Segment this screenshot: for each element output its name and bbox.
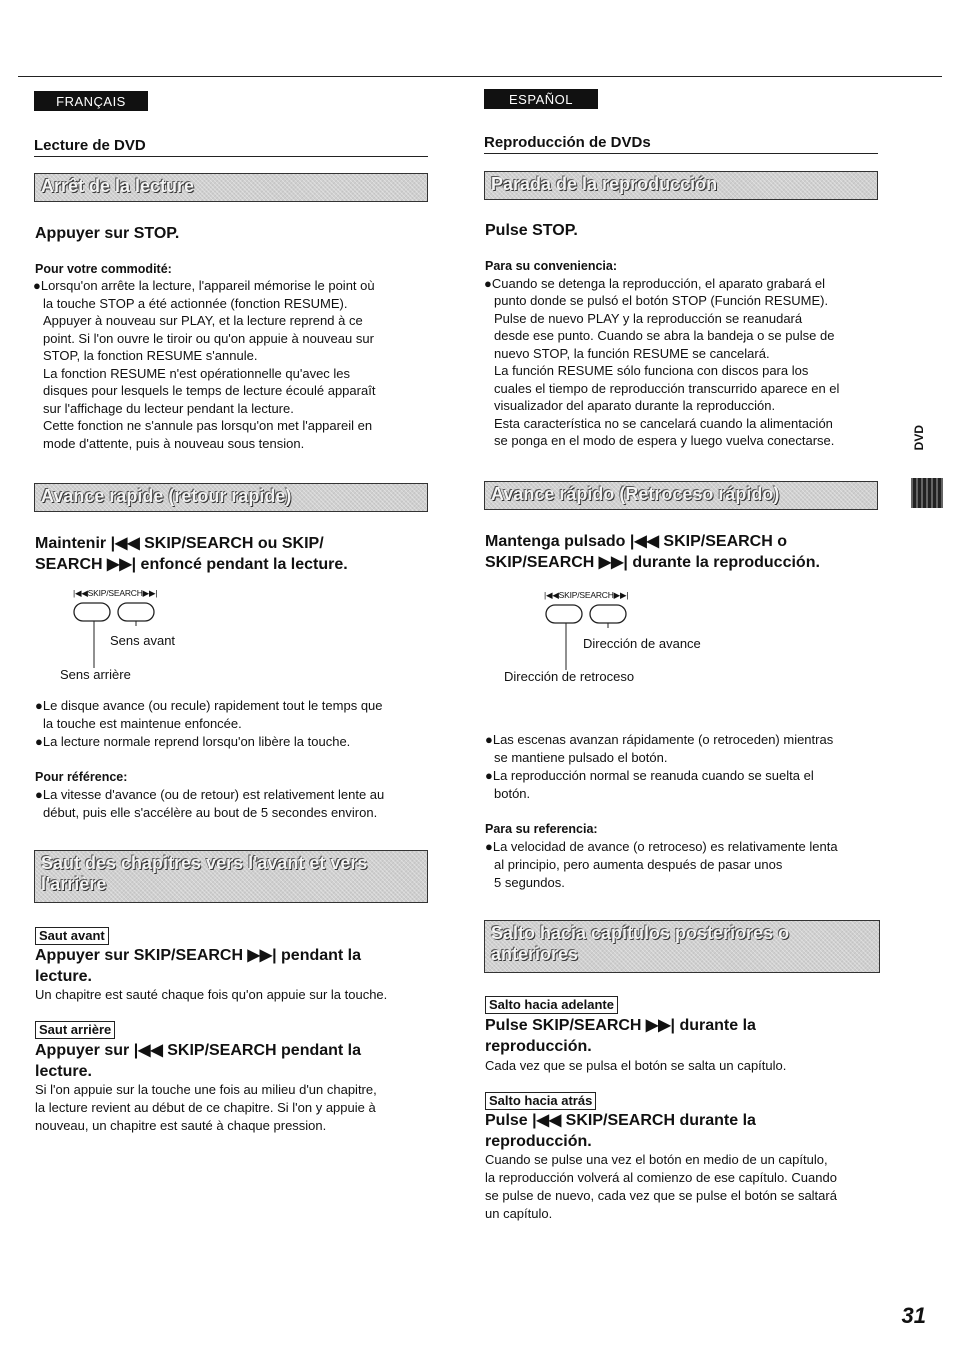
- heading-fast-es-1: Mantenga pulsado |◀◀ SKIP/SEARCH o: [485, 533, 787, 550]
- convenience-line-fr: point. Si l'on ouvre le tiroir ou qu'on appuie à nouveau sur: [43, 331, 374, 346]
- saut-avant-box: Saut avant: [35, 927, 109, 945]
- heading-fast-fr-1: Maintenir |◀◀ SKIP/SEARCH ou SKIP/: [35, 535, 324, 552]
- convenience-line-es: desde ese punto. Cuando se abra la bandeja o se pulse de: [494, 328, 835, 343]
- band-chapter-es-line2: anteriores: [491, 944, 579, 964]
- band-chapter-es-line1: Salto hacia capítulos posteriores o: [491, 923, 790, 943]
- page-number: 31: [901, 1303, 926, 1328]
- convenience-line-fr: mode d'attente, puis à nouveau sous tension.: [43, 436, 305, 451]
- convenience-line-es: Esta característica no se cancelará cuando la alimentación: [494, 416, 833, 431]
- convenience-label-es: Para su conveniencia:: [485, 259, 618, 273]
- heading-back-fr-2: lecture.: [35, 1063, 92, 1080]
- fast-bullet-fr: ●La lecture normale reprend lorsqu'on libère la touche.: [35, 734, 351, 749]
- back-text-es: la reproducción volverá al comienzo de ese capítulo. Cuando: [485, 1170, 837, 1185]
- fast-bullet-fr: la touche est maintenue enfoncée.: [43, 716, 242, 731]
- reference-line-es: 5 segundos.: [494, 875, 565, 890]
- back-text-es: un capítulo.: [485, 1206, 553, 1221]
- fast-bullet-fr: ●Le disque avance (ou recule) rapidement tout le temps que: [35, 698, 383, 713]
- side-tab-marker: [911, 478, 943, 508]
- convenience-line-fr: STOP, la fonction RESUME s'annule.: [43, 348, 258, 363]
- side-tab-dvd: DVD: [912, 425, 926, 451]
- heading-back-es-1: Pulse |◀◀ SKIP/SEARCH durante la: [485, 1112, 756, 1129]
- saut-arriere-box: Saut arrière: [35, 1021, 115, 1039]
- convenience-line-fr: Appuyer à nouveau sur PLAY, et la lecture reprend à ce: [43, 313, 363, 328]
- back-text-es: Cuando se pulse una vez el botón en medio de un capítulo,: [485, 1152, 828, 1167]
- convenience-line-es: ●Cuando se detenga la reproducción, el aparato grabará el: [484, 276, 826, 291]
- convenience-line-fr: ●Lorsqu'on arrête la lecture, l'appareil mémorise le point où: [33, 278, 375, 293]
- convenience-label-fr: Pour votre commodité:: [35, 262, 172, 276]
- reference-label-fr: Pour référence:: [35, 770, 128, 784]
- reference-line-fr: début, puis elle s'accélère au bout de 5 secondes environ.: [43, 805, 378, 820]
- band-stop-es: Parada de la reproducción: [484, 171, 878, 200]
- lang-badge-french: FRANÇAIS: [34, 91, 148, 111]
- section-title-fr: Lecture de DVD: [34, 137, 428, 157]
- heading-back-es-2: reproducción.: [485, 1133, 592, 1150]
- band-chapter-fr: [34, 850, 428, 903]
- fast-bullet-es: se mantiene pulsado el botón.: [494, 750, 668, 765]
- reference-line-es: ●La velocidad de avance (o retroceso) es relativamente lenta: [485, 839, 838, 854]
- convenience-line-es: cuales el tiempo de reproducción transcurrido aparece en el: [494, 381, 840, 396]
- convenience-line-fr: la touche STOP a été actionnée (fonction RESUME).: [43, 296, 348, 311]
- heading-fast-es-2: SKIP/SEARCH ▶▶| durante la reproducción.: [485, 554, 820, 571]
- convenience-line-fr: disques pour lesquels le temps de lecture écoulé apparaît: [43, 383, 376, 398]
- convenience-line-es: Pulse de nuevo PLAY y la reproducción se reanudará: [494, 311, 803, 326]
- back-text-fr: la lecture revient au début de ce chapitre. Si l'on y appuie à: [35, 1100, 376, 1115]
- salto-adelante-box: Salto hacia adelante: [485, 996, 618, 1014]
- section-title-es: Reproducción de DVDs: [484, 134, 878, 154]
- skip-search-label-fr: |◀◀SKIP/SEARCH▶▶|: [73, 588, 158, 598]
- heading-back-fr-1: Appuyer sur |◀◀ SKIP/SEARCH pendant la: [35, 1042, 362, 1059]
- band-chapter-es: [484, 920, 880, 973]
- forward-label-fr: Sens avant: [110, 633, 176, 648]
- band-fast-fr: Avance rapide (retour rapide): [34, 483, 428, 512]
- back-text-fr: nouveau, un chapitre est sauté à chaque pression.: [35, 1118, 327, 1133]
- convenience-line-es: se ponga en el modo de espera y luego vuelva conectarse.: [494, 433, 835, 448]
- heading-fast-fr-2: SEARCH ▶▶| enfoncé pendant la lecture.: [35, 556, 348, 573]
- fast-bullet-es: botón.: [494, 786, 531, 801]
- salto-atras-box: Salto hacia atrás: [485, 1092, 596, 1110]
- convenience-line-fr: La fonction RESUME n'est opérationnelle qu'avec les: [43, 366, 351, 381]
- reference-line-fr: ●La vitesse d'avance (ou de retour) est relativement lente au: [35, 787, 385, 802]
- heading-fwd-fr-1: Appuyer sur SKIP/SEARCH ▶▶| pendant la: [35, 947, 362, 964]
- skip-search-label-es: |◀◀SKIP/SEARCH▶▶|: [544, 590, 629, 600]
- band-chapter-fr-line1: Saut des chapitres vers l'avant et vers: [41, 853, 368, 873]
- band-chapter-fr-line2: l'arrière: [41, 874, 107, 894]
- convenience-line-es: nuevo STOP, la función RESUME se cancelará.: [494, 346, 770, 361]
- forward-label-es: Dirección de avance: [583, 636, 701, 651]
- fwd-text-es: Cada vez que se pulsa el botón se salta un capítulo.: [485, 1058, 787, 1073]
- band-stop-fr: Arrêt de la lecture: [34, 173, 428, 202]
- heading-fwd-fr-2: lecture.: [35, 968, 92, 985]
- convenience-line-fr: Cette fonction ne s'annule pas lorsqu'on met l'appareil en: [43, 418, 373, 433]
- back-text-fr: Si l'on appuie sur la touche une fois au milieu d'un chapitre,: [35, 1082, 377, 1097]
- heading-stop-es: Pulse STOP.: [485, 222, 578, 239]
- reference-label-es: Para su referencia:: [485, 822, 598, 836]
- back-text-es: se pulse de nuevo, cada vez que se pulse el botón se saltará: [485, 1188, 837, 1203]
- heading-stop-fr: Appuyer sur STOP.: [35, 225, 180, 242]
- convenience-line-fr: sur l'affichage du lecteur pendant la lecture.: [43, 401, 294, 416]
- convenience-line-es: punto donde se pulsó el botón STOP (Función RESUME).: [494, 293, 829, 308]
- convenience-line-es: La función RESUME sólo funciona con discos para los: [494, 363, 809, 378]
- fwd-text-fr: Un chapitre est sauté chaque fois qu'on appuie sur la touche.: [35, 987, 388, 1002]
- convenience-line-es: visualizador del aparato durante la reproducción.: [494, 398, 776, 413]
- reference-line-es: al principio, pero aumenta después de pasar unos: [494, 857, 783, 872]
- reverse-label-es: Dirección de retroceso: [504, 669, 635, 684]
- fast-bullet-es: ●Las escenas avanzan rápidamente (o retroceden) mientras: [485, 732, 834, 747]
- heading-fwd-es-1: Pulse SKIP/SEARCH ▶▶| durante la: [485, 1017, 756, 1034]
- top-rule: [18, 76, 942, 77]
- fast-bullet-es: ●La reproducción normal se reanuda cuando se suelta el: [485, 768, 814, 783]
- heading-fwd-es-2: reproducción.: [485, 1038, 592, 1055]
- band-fast-es: Avance rápido (Retroceso rápido): [484, 481, 878, 510]
- reverse-label-fr: Sens arrière: [60, 667, 131, 682]
- lang-badge-spanish: ESPAÑOL: [484, 89, 598, 109]
